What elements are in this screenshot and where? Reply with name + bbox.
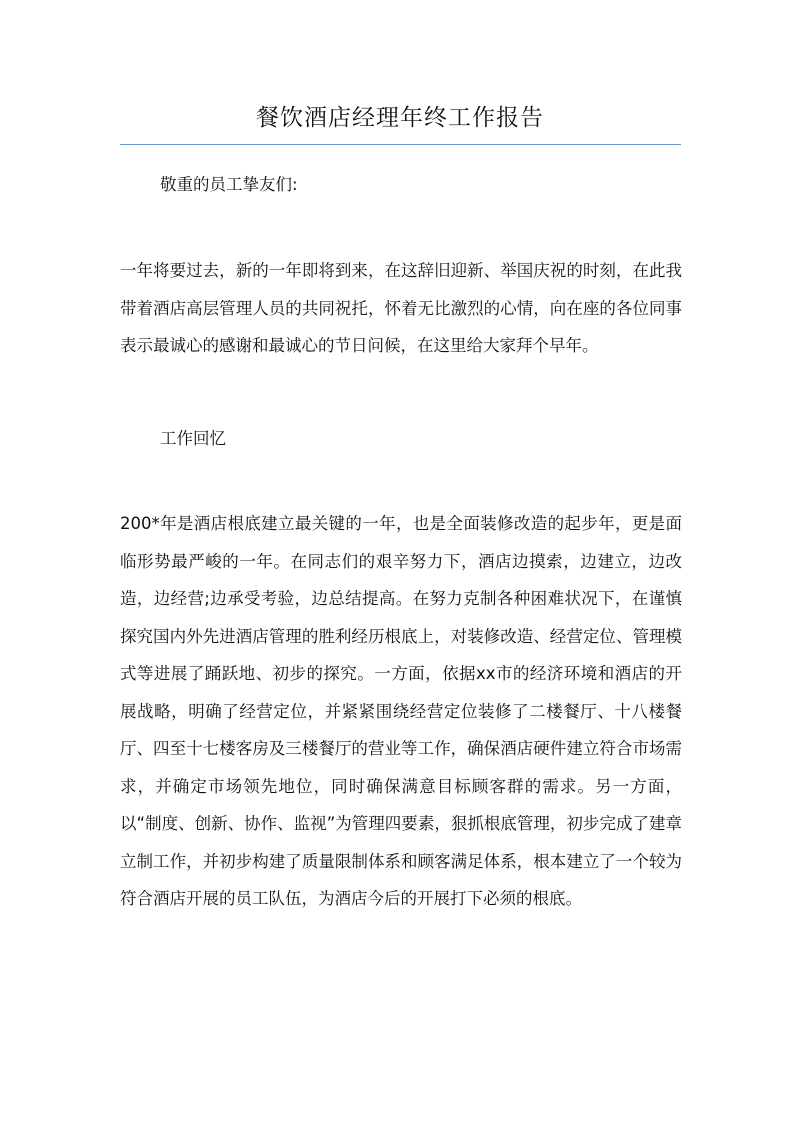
salutation: 敬重的员工挚友们: — [160, 175, 298, 194]
title-divider — [120, 144, 681, 145]
body-paragraph: 200*年是酒店根底建立最关键的一年，也是全面装修改造的起步年，更是面临形势最严峻的一年。在同志们的艰辛努力下，酒店边摸索，边建立，边改造，边经营;边承受考验，边总结提高。在努力克制各种困难状况下，在谨慎探究国内外先进酒店管理的胜利经历根底上，对装修改造、经营定位、管理模式等进展了踊跃地、初步的探究。一方面，依据xx市的经济环境和酒店的开展战略，明确了经营定位，并紧紧围绕经营定位装修了二楼餐厅、十八楼餐厅、四至十七楼客房及三楼餐厅的营业等工作，确保酒店硬件建立符合市场需求，并确定市场领先地位，同时确保满意目标顾客群的需求。另一方面，以“制度、创新、协作、监视”为管理四要素，狠抓根底管理，初步完成了建章立制工作，并初步构建了质量限制体系和顾客满足体系，根本建立了一个较为符合酒店开展的员工队伍，为酒店今后的开展打下必须的根底。 — [120, 514, 682, 908]
intro-paragraph: 一年将要过去，新的一年即将到来，在这辞旧迎新、举国庆祝的时刻，在此我带着酒店高层管理人员的共同祝托，怀着无比激烈的心情，向在座的各位同事表示最诚心的感谢和最诚心的节日问候，在这里给大家拜个早年。 — [120, 261, 682, 355]
section-heading: 工作回忆 — [160, 429, 226, 448]
document-title: 餐饮酒店经理年终工作报告 — [256, 105, 544, 131]
